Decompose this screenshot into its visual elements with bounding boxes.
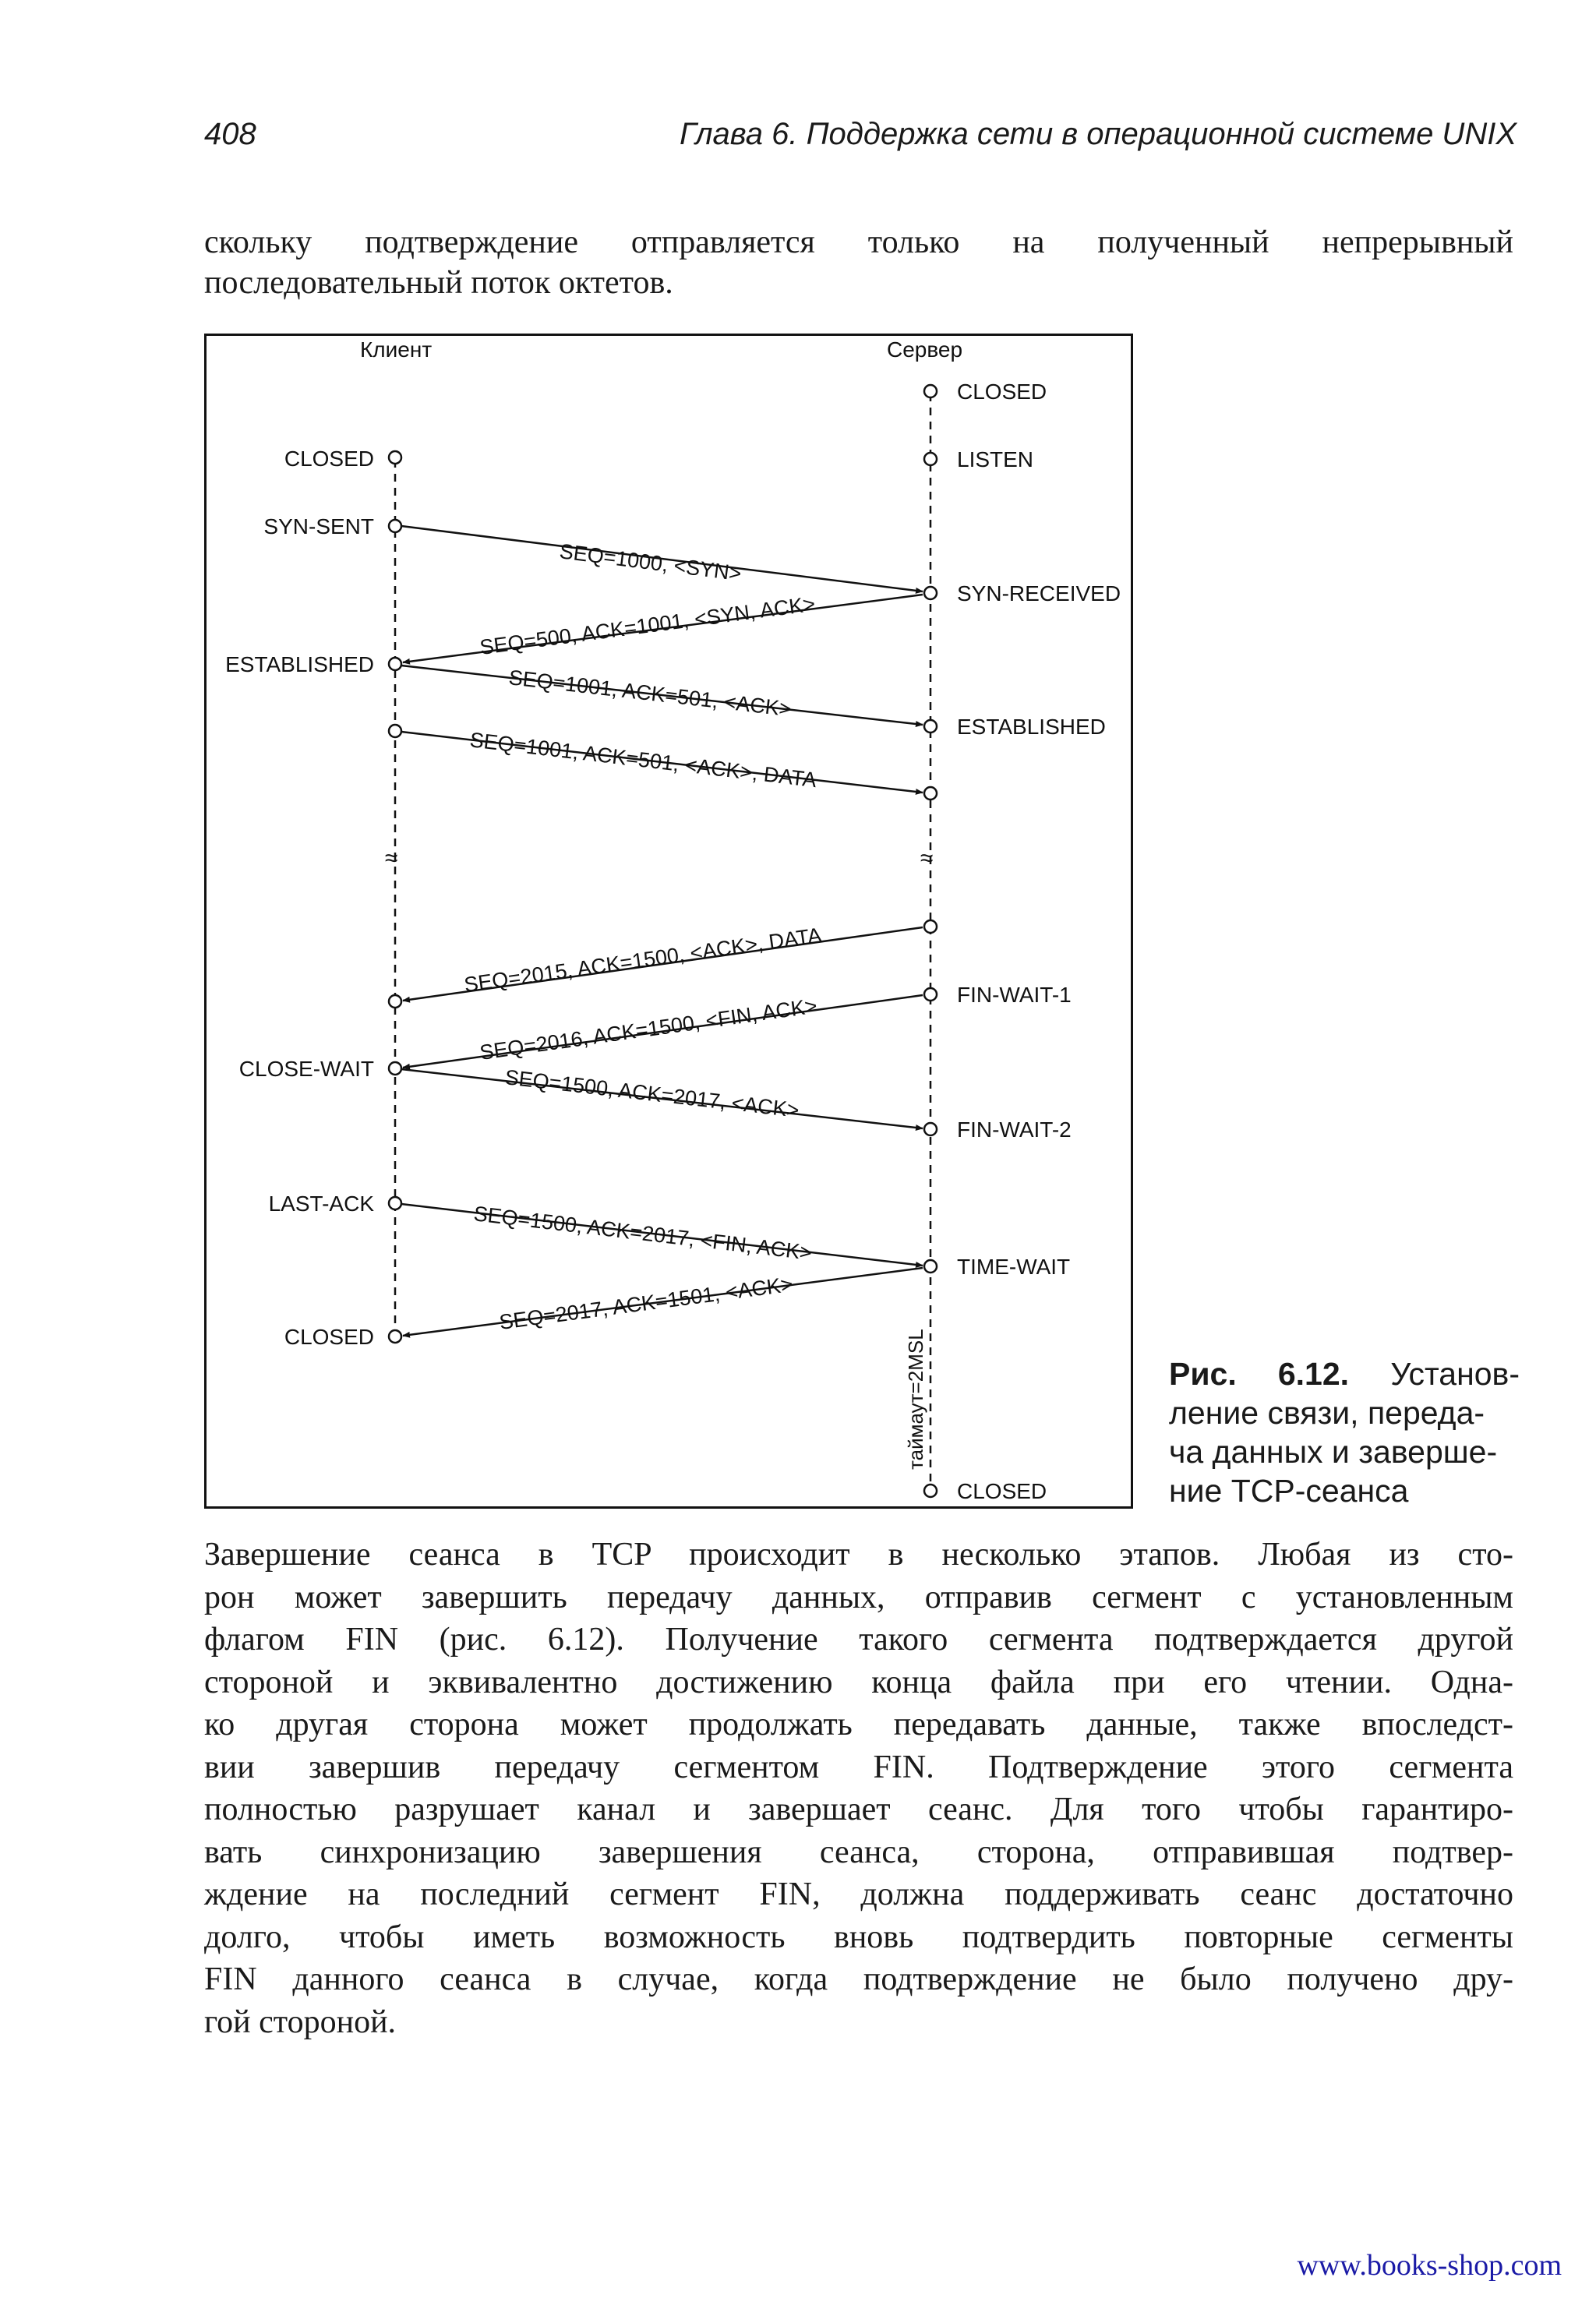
client-state-label: CLOSED: [284, 1325, 374, 1349]
client-header: Клиент: [360, 337, 433, 362]
text-line: последовательный поток октетов.: [204, 265, 673, 301]
text-line: вии завершив передачу сегментом FIN. Подтверждение этого сегмента: [204, 1749, 1513, 1785]
state-node: [924, 720, 937, 733]
state-node: [924, 587, 937, 599]
caption-text: Установ-: [1390, 1356, 1520, 1392]
text-line: полностью разрушает канал и завершает сеанс. Для того чтобы гарантиро-: [204, 1792, 1513, 1827]
server-state-label: FIN-WAIT-2: [957, 1117, 1072, 1142]
caption-line: ча данных и заверше-: [1169, 1434, 1498, 1470]
caption-label: Рис. 6.12.: [1169, 1356, 1350, 1392]
state-node: [924, 1485, 937, 1497]
client-state-label: ESTABLISHED: [225, 652, 374, 676]
message-label: SEQ=2017, ACK=1501, <ACK>: [497, 1272, 795, 1334]
text-line: FIN данного сеанса в случае, когда подтверждение не было получено дру-: [204, 1961, 1513, 1997]
text-line: гой стороной.: [204, 2004, 397, 2040]
server-state-label: FIN-WAIT-1: [957, 983, 1072, 1007]
timeout-label: таймаут=2MSL: [904, 1329, 927, 1470]
state-node: [389, 725, 401, 737]
state-node: [389, 658, 401, 670]
message-label: SEQ=1500, ACK=2017, <ACK>: [503, 1065, 801, 1122]
text-line: Завершение сеанса в TCP происходит в несколько этапов. Любая из сто-: [204, 1537, 1513, 1573]
message-label: SEQ=2015, ACK=1500, <ACK>, DATA: [462, 923, 824, 997]
top-paragraph: [204, 222, 1513, 303]
state-node: [924, 920, 937, 933]
caption-line: [1169, 1354, 1520, 1393]
client-state-label: CLOSED: [284, 447, 374, 471]
state-node: [924, 1260, 937, 1273]
time-break-icon: ≈: [385, 846, 398, 871]
server-state-label: CLOSED: [957, 380, 1047, 404]
state-node: [924, 385, 937, 397]
text-line: вать синхронизацию завершения сеанса, сторона, отправившая подтвер-: [204, 1834, 1513, 1870]
text-line: ко другая сторона может продолжать передавать данные, также впоследст-: [204, 1707, 1513, 1742]
state-node: [389, 451, 401, 464]
message-label: SEQ=2016, ACK=1500, <FIN, ACK>: [478, 994, 819, 1064]
server-header: Сервер: [887, 337, 963, 362]
state-node: [389, 1330, 401, 1343]
client-state-label: LAST-ACK: [268, 1192, 374, 1216]
tcp-sequence-diagram: [204, 334, 1133, 1509]
server-state-label: SYN-RECEIVED: [957, 581, 1121, 606]
running-head: Глава 6. Поддержка сети в операционной системе UNIX: [679, 117, 1517, 151]
time-break-icon: ≈: [920, 846, 934, 871]
state-node: [389, 520, 401, 532]
text-line: стороной и эквивалентно достижению конца файла при его чтении. Одна-: [204, 1664, 1513, 1700]
text-line: скольку подтверждение отправляется только на полученный непрерывный: [204, 224, 1513, 260]
state-node: [924, 787, 937, 800]
main-paragraph: [204, 1534, 1513, 2043]
server-state-label: LISTEN: [957, 447, 1034, 471]
footer-link[interactable]: www.books-shop.com: [1297, 2249, 1562, 2282]
message-label: SEQ=1001, ACK=501, <ACK>, DATA: [468, 728, 818, 793]
state-node: [389, 1062, 401, 1075]
state-node: [924, 988, 937, 1001]
figure-caption: [1169, 1354, 1520, 1510]
state-node: [924, 1123, 937, 1135]
message-label: SEQ=1001, ACK=501, <ACK>: [507, 666, 793, 722]
message-label: SEQ=500, ACK=1001, <SYN, ACK>: [478, 591, 817, 659]
page-number: 408: [204, 117, 256, 151]
text-line: ждение на последний сегмент FIN, должна поддерживать сеанс достаточно: [204, 1877, 1513, 1912]
client-state-label: CLOSE-WAIT: [238, 1057, 374, 1081]
state-node: [389, 995, 401, 1008]
caption-line: ление связи, переда-: [1169, 1395, 1485, 1431]
state-node: [924, 453, 937, 465]
state-node: [389, 1197, 401, 1209]
message-label: SEQ=1000, <SYN>: [558, 539, 743, 586]
client-state-label: SYN-SENT: [263, 514, 374, 538]
caption-line: ние TCP-сеанса: [1169, 1473, 1409, 1509]
server-state-label: CLOSED: [957, 1479, 1047, 1503]
text-line: рон может завершить передачу данных, отправив сегмент с установленным: [204, 1579, 1513, 1615]
text-line: долго, чтобы иметь возможность вновь подтвердить повторные сегменты: [204, 1919, 1513, 1955]
text-line: флагом FIN (рис. 6.12). Получение такого сегмента подтверждается другой: [204, 1622, 1513, 1658]
message-label: SEQ=1500, ACK=2017, <FIN, ACK>: [472, 1202, 814, 1265]
server-state-label: TIME-WAIT: [957, 1255, 1071, 1279]
server-state-label: ESTABLISHED: [957, 715, 1106, 739]
